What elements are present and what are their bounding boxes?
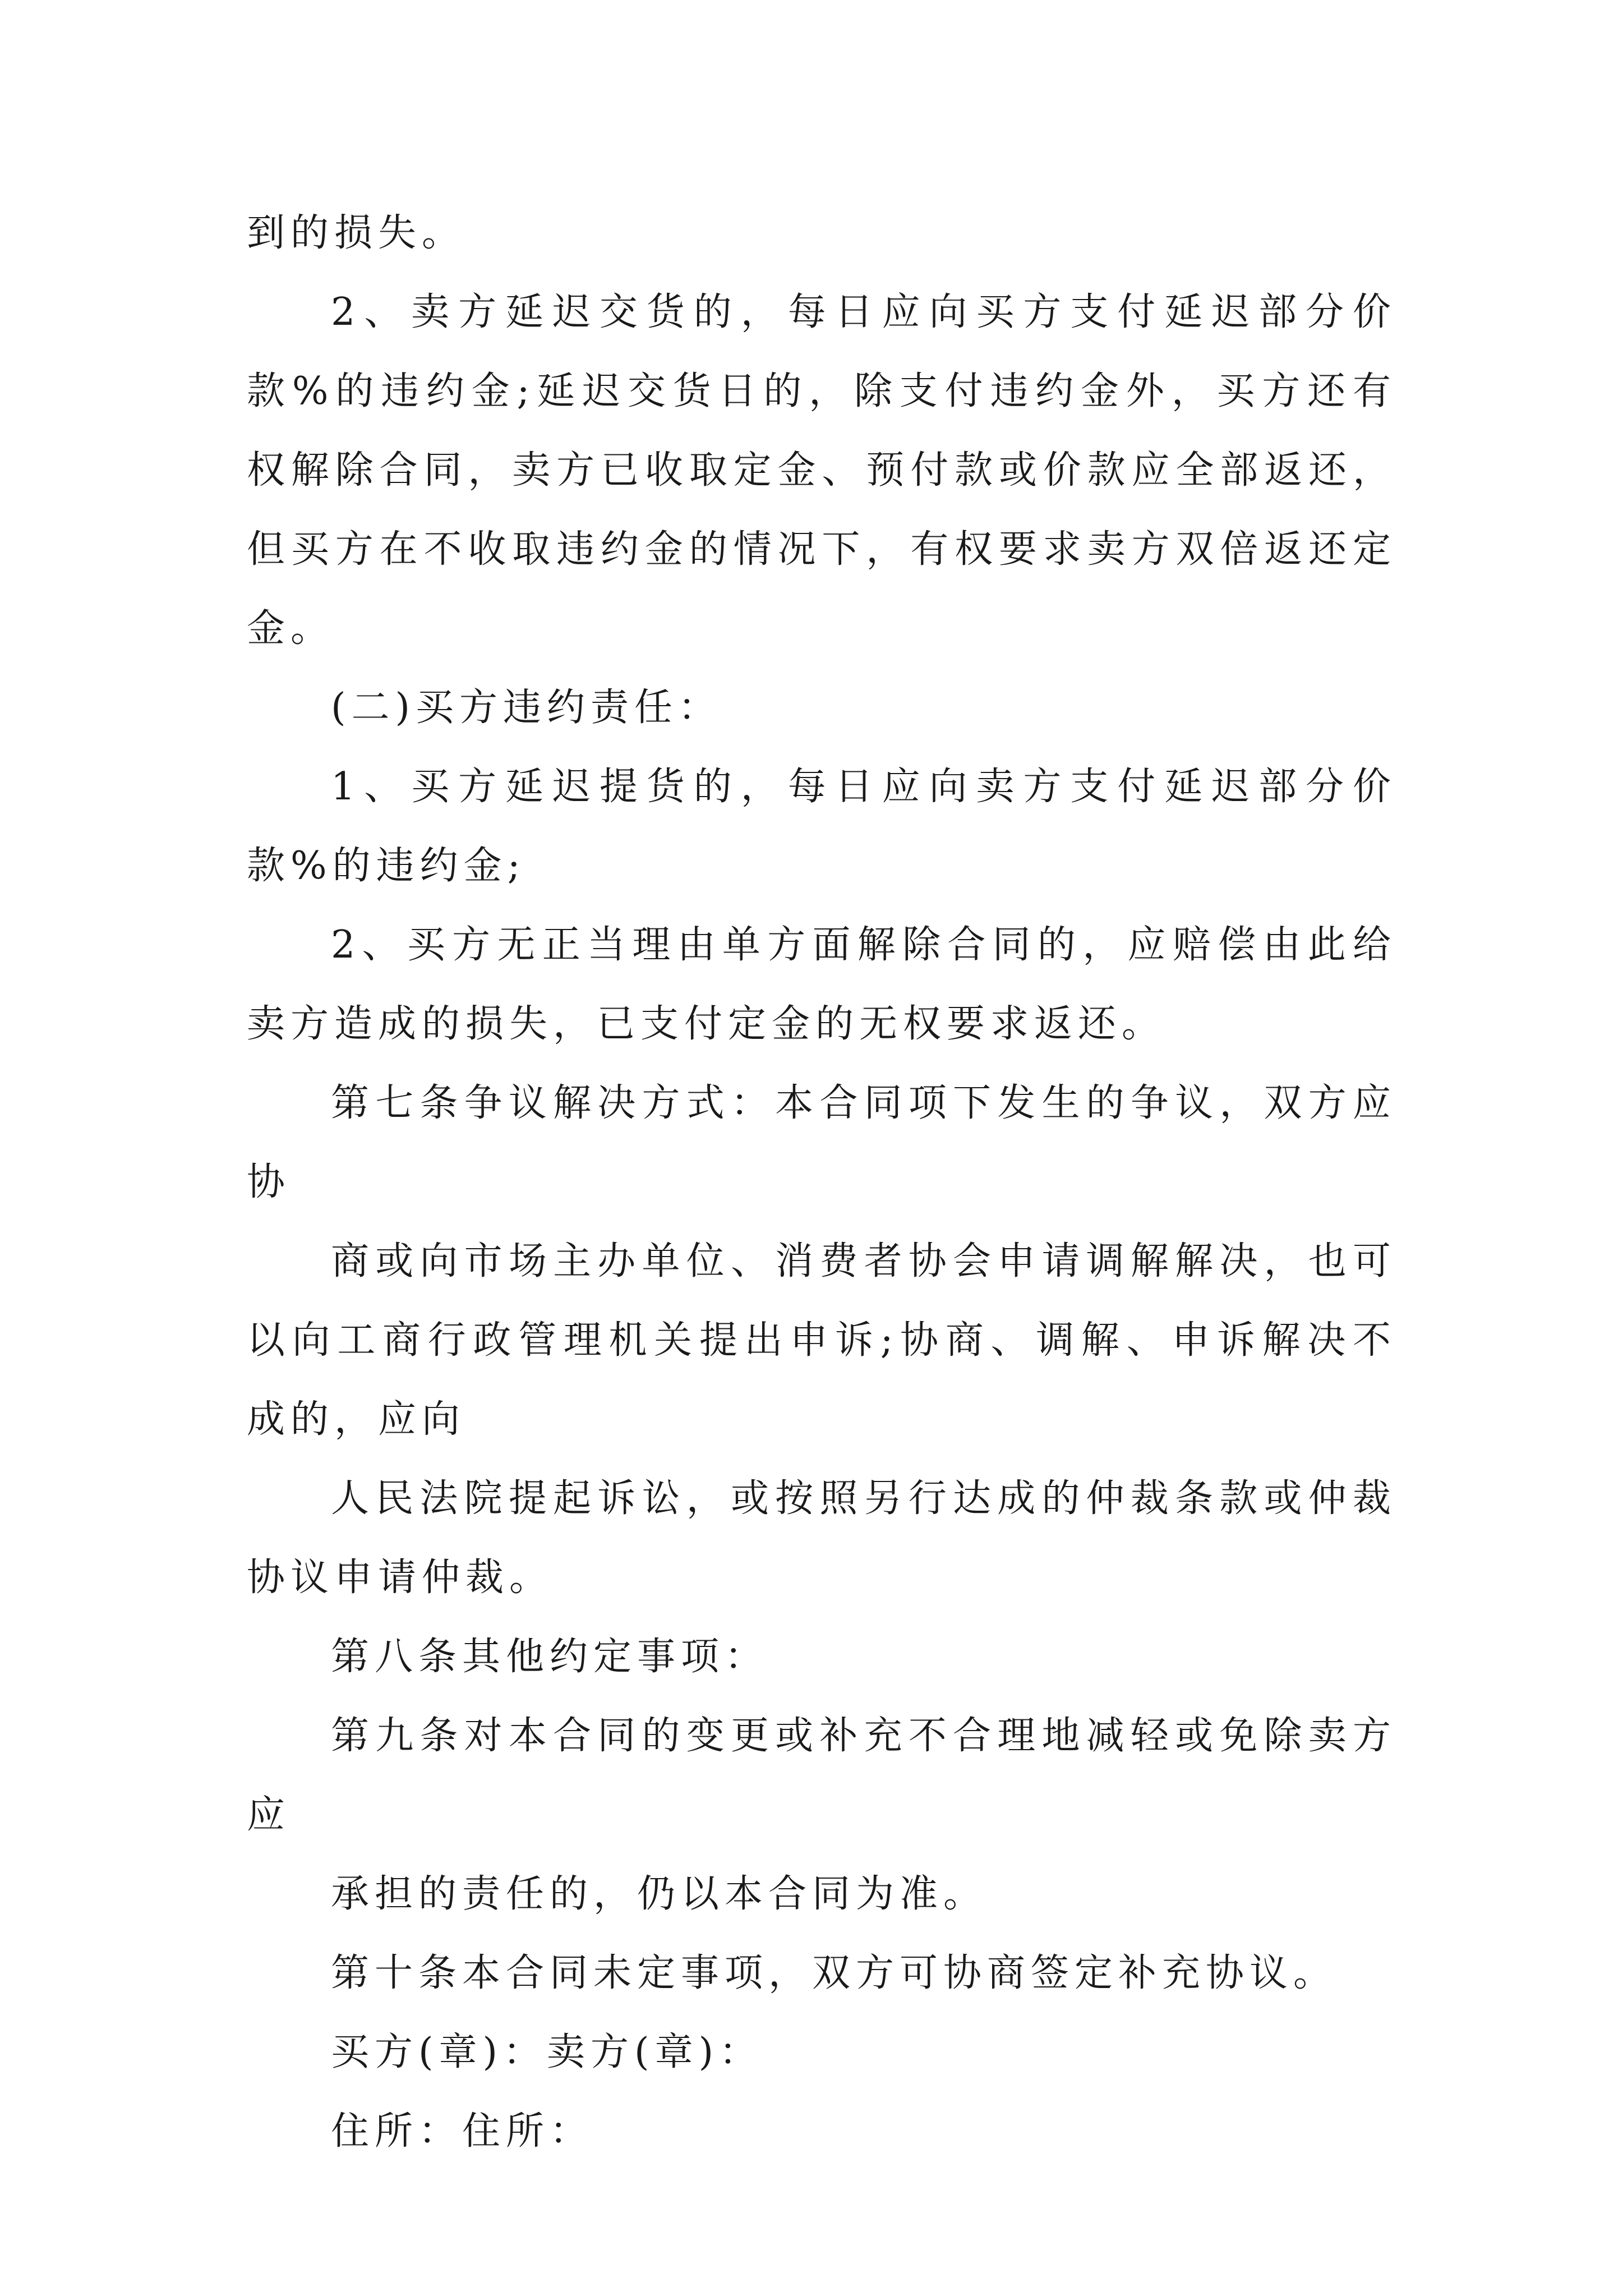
paragraph-loss-end: 到的损失。 — [247, 211, 466, 255]
paragraph-article-7-mediation: 商或向市场主办单位、消费者协会申请调解解决，也可以向工商行政管理机关提出申诉;协商、调解、申诉解决不成的，应向 — [247, 1239, 1396, 1442]
paragraph-article-8: 第八条其他约定事项： — [331, 1635, 769, 1679]
address-line: 住所：住所： — [331, 2109, 594, 2154]
paragraph-article-9-continued: 承担的责任的，仍以本合同为准。 — [331, 1872, 988, 1916]
document-body — [247, 194, 1396, 2171]
signature-parties-line: 买方(章)：卖方(章)： — [331, 2030, 763, 2074]
paragraph-buyer-liability-heading: (二)买方违约责任： — [331, 685, 722, 730]
paragraph-buyer-termination: 2、买方无正当理由单方面解除合同的，应赔偿由此给卖方造成的损失，已支付定金的无权要求返还。 — [247, 923, 1396, 1046]
paragraph-seller-late-delivery: 2、卖方延迟交货的，每日应向买方支付延迟部分价款%的违约金;延迟交货日的，除支付违约金外，买方还有权解除合同，卖方已收取定金、预付款或价款应全部返还，但买方在不收取违约金的情况下，有权要求卖方双倍返还定金。 — [247, 290, 1396, 651]
paragraph-article-10: 第十条本合同未定事项，双方可协商签定补充协议。 — [331, 1951, 1338, 1995]
paragraph-article-7-litigation: 人民法院提起诉讼，或按照另行达成的仲裁条款或仲裁协议申请仲裁。 — [247, 1476, 1396, 1600]
paragraph-article-7: 第七条争议解决方式：本合同项下发生的争议，双方应协 — [247, 1081, 1396, 1204]
paragraph-buyer-late-pickup: 1、买方延迟提货的，每日应向卖方支付延迟部分价款%的违约金; — [247, 765, 1396, 888]
paragraph-article-9: 第九条对本合同的变更或补充不合理地减轻或免除卖方应 — [247, 1714, 1396, 1837]
